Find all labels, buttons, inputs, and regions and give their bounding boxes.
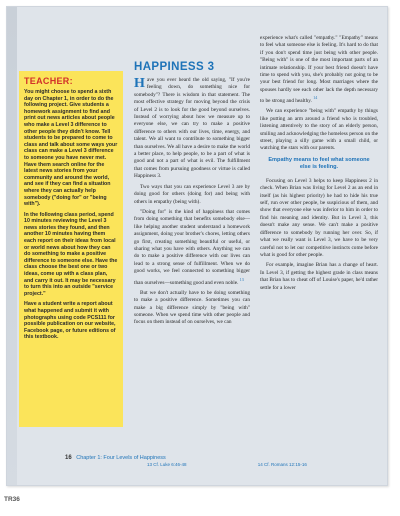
teacher-note-title: TEACHER: <box>24 76 73 86</box>
left-column <box>134 77 250 449</box>
pull-quote: Empathy means to feel what someone else is feeling. <box>268 156 370 170</box>
right-column <box>260 35 378 447</box>
footnotes <box>147 462 377 467</box>
body-paragraph <box>260 35 378 105</box>
drop-cap: H <box>134 77 145 91</box>
body-paragraph: Two ways that you can experience Level 3 are by doing good for others (doing for) and being with others in empathy (being with). <box>134 183 250 205</box>
body-paragraph-text: experience what's called "empathy." "Empathy" means to feel what someone else is feeling. It's hard to do that if you don't spend time just being with other people. "Being with" is one of the most important parts of an intimate relationship. If your best friend doesn't have time to spend with you, she's probably not going to be your best friend for long. Most marriages where the spouses hardly see each other lack the depth necessary to be strong and healthy. <box>260 35 378 105</box>
body-paragraph: Focusing on Level 3 helps to keep Happiness 2 in check. When Brian was living for Level 2 as an end in itself (as his highest priority) he had to hide his true self, run over other people, be suspicious of them, and show that everyone else was inferior to him in order to find his meaning and identity. But in Level 3, this doesn't make any sense. We can't make a positive difference to somebody by running her over. So, if what we really want is Level 3, we have to be very careful not to let our competitive instincts come before what is good for other people. <box>260 177 378 258</box>
teacher-note-paragraph: In the following class period, spend 10 minutes reviewing the Level 3 news stories they found, and then another 10 minutes having them each report on their ideas from local or world news about how they can do something to make a positive difference to someone else. Have the class choose the best one or two ideas, come up with a class plan, and carry it out. It may be necessary to turn this into an outside "service project." <box>24 211 118 297</box>
teacher-note-paragraph: Have a student write a report about what happened and submit it with photographs using code PCS111 for possible publication on our website, Facebook page, or future editions of this textbook. <box>24 301 116 341</box>
running-head: Chapter 1: Four Levels of Happiness <box>76 455 166 461</box>
page-number: 16 <box>65 455 72 461</box>
teacher-note-box <box>19 71 123 427</box>
body-paragraph: We can experience "being with" empathy by things like putting an arm around a friend who is troubled, listening attentively to the story of an elderly person, smiling and acknowledging the homeless person on the street, playing a silly game with a small child, or watching the stars with our parents. <box>260 108 378 152</box>
body-paragraph-text: "Doing for" is the kind of happiness that comes from doing something that benefits somebody else—like helping another student understand a homework assignment, doing your brother's chores, letting others go first, creating something beautiful or useful, or sharing what you have with others. Anything we can do to make a positive difference with our lives can lead to a strong sense of fulfillment. When we do good works, we feel connected to something bigger than ourselves—something good and even noble. <box>134 208 250 286</box>
body-paragraph <box>134 209 250 287</box>
footnote: 13 Cf. Luke 6:46-48 <box>147 462 187 467</box>
body-area <box>134 27 379 447</box>
body-paragraph: But we don't actually have to be doing something to make a positive difference. Sometimes you can make a big difference simply by "being with" someone. When we spend time with other people and focus on them instead of on ourselves, we can <box>134 289 250 326</box>
running-footer <box>65 455 166 461</box>
page-footer <box>17 447 387 485</box>
footnote: 14 Cf. Romans 12:15-16 <box>257 462 307 467</box>
section-heading: HAPPINESS 3 <box>134 61 215 73</box>
teacher-note-paragraph: You might choose to spend a sixth day on Chapter 1, in order to do the following project. Give students a homework assignment to find and print out news articles about people who make a Level 3 difference to other people they didn't know. Tell students to be prepared to come to class and talk about some ways your class can make a Level 3 difference to someone you have never met. Have them search online for the latest news stories from your community and around the world, and see if they can find a situation where they can actually help somebody ("doing for" or "being with"). <box>24 89 118 208</box>
footnote-marker: 13 <box>239 276 244 282</box>
textbook-page <box>6 6 388 486</box>
body-paragraph <box>134 77 250 181</box>
body-paragraph-text: ave you ever heard the old saying, "If you're feeling down, do something nice for somebody"? There is wisdom in that statement. The most effective strategy for moving beyond the crisis of Level 2 is to look for the good beyond ourselves. Instead of worrying about how we measure up to everyone else, we can try to make a positive difference to others with our lives, time, energy, and talent. We all want to contribute to something bigger than ourselves. We all have a desire to make the world a better place, to help people, to be a part of what is good and not a part of what is evil. The fulfillment that comes from pursuing goodness or virtue is called Happiness 3. <box>134 77 250 180</box>
footnote-marker: 14 <box>313 95 318 101</box>
page-margin <box>7 7 17 485</box>
body-paragraph: For example, imagine Brian has a change of heart. In Level 3, if getting the highest grade in class means that Brian has to cheat off of Louise's paper, he'd rather settle for a lower <box>260 262 378 291</box>
teacher-resource-page-number: TR36 <box>4 496 20 503</box>
